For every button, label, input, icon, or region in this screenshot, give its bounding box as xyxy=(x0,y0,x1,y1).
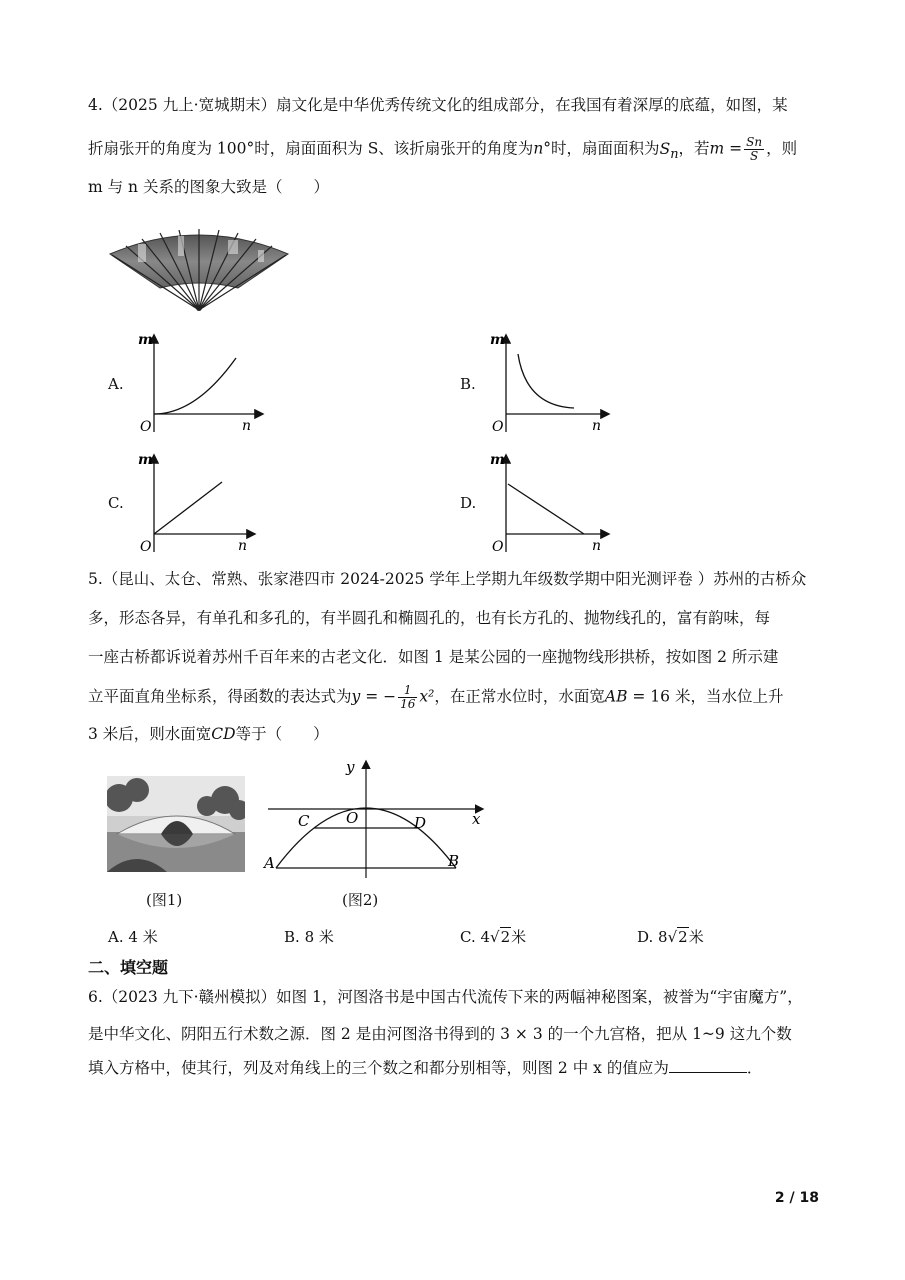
q5-option-c-key: C. xyxy=(460,928,476,946)
graph-a-origin: O xyxy=(140,419,152,435)
q6-line-1: 6.（2023 九下·赣州模拟）如图 1，河图洛书是中国古代流传下来的两幅神秘图案，被誉为“宇宙魔方”， xyxy=(88,988,803,1006)
q5-option-d-unit: 米 xyxy=(688,928,704,946)
q5-line-5-text-b: 等于（ ） xyxy=(235,725,329,743)
q5-line-4 xyxy=(88,684,828,711)
q4-line-2-text-d: ，则 xyxy=(766,139,798,158)
q5-option-c[interactable] xyxy=(460,926,526,947)
q5-var-cd: CD xyxy=(211,725,236,743)
q5-option-c-sqrt: √2 xyxy=(490,928,511,946)
section-title-fill-in: 二、填空题 xyxy=(88,958,169,977)
q4-var-sn-sub: n xyxy=(670,146,679,162)
q5-line-4-text-c: = 16 米，当水位上升 xyxy=(627,687,784,706)
q5-line-4-text-b: ，在正常水位时，水面宽 xyxy=(434,687,605,706)
q4-line-2-text-c: ，若 xyxy=(678,139,710,158)
q5-line-5 xyxy=(88,724,828,744)
parabola-coordinate-diagram xyxy=(262,758,488,880)
q6-line-2: 是中华文化、阴阳五行术数之源．图 2 是由河图洛书得到的 3 × 3 的一个九宫格，把从 1~9 这九个数 xyxy=(88,1025,792,1043)
graph-a-axis-m: m xyxy=(138,332,153,348)
graph-a-axis-n: n xyxy=(242,418,252,434)
fig2-label-d: D xyxy=(414,814,427,832)
arch-bridge-photo xyxy=(107,776,245,872)
q4-fraction xyxy=(744,136,764,163)
graph-b-origin: O xyxy=(492,419,504,435)
q5-var-ab: AB xyxy=(604,687,628,706)
q4-line-1: 4.（2025 九上·宽城期末）扇文化是中华优秀传统文化的组成部分，在我国有着深厚的底蕴，如图，某 xyxy=(88,96,788,114)
q5-option-d-key: D. xyxy=(637,928,654,946)
q5-option-a-text: 4 米 xyxy=(128,928,158,946)
graph-b-axis-m: m xyxy=(490,332,505,348)
q5-option-c-rad: 2 xyxy=(500,928,511,946)
q4-frac-num: Sn xyxy=(746,135,763,149)
q5-var-y: y = − xyxy=(351,687,397,706)
q5-frac-den: 16 xyxy=(400,697,416,711)
fig2-label-o: O xyxy=(346,809,359,827)
q5-var-x2: x² xyxy=(419,687,435,706)
q4-line-2-text-a: 折扇张开的角度为 100°时，扇面面积为 S、该折扇张开的角度为 xyxy=(88,139,534,158)
q5-line-5-text-a: 3 米后，则水面宽 xyxy=(88,725,212,743)
q5-option-a[interactable] xyxy=(108,926,158,947)
graph-d-origin: O xyxy=(492,539,504,555)
q5-option-b[interactable] xyxy=(284,926,334,947)
q5-option-c-unit: 米 xyxy=(511,928,527,946)
q5-option-a-key: A. xyxy=(108,928,124,946)
graph-d[interactable] xyxy=(488,448,618,556)
q6-line-3-end: ． xyxy=(746,1059,763,1077)
fig2-caption: (图2) xyxy=(342,891,379,909)
q5-line-3: 一座古桥都诉说着苏州千百年来的古老文化．如图 1 是某公园的一座抛物线形拱桥，按如图 2 所示建 xyxy=(88,648,779,666)
graph-c[interactable] xyxy=(136,448,266,556)
folding-fan-image xyxy=(108,222,290,314)
graph-b[interactable] xyxy=(488,328,618,436)
q4-var-n: n xyxy=(533,139,544,158)
graph-a[interactable] xyxy=(136,328,266,436)
q5-option-d-sqrt: √2 xyxy=(667,928,688,946)
graph-d-axis-n: n xyxy=(592,538,602,554)
q4-var-sn xyxy=(659,139,679,162)
fig2-label-c: C xyxy=(298,812,310,830)
graph-b-axis-n: n xyxy=(592,418,602,434)
q6-line-3 xyxy=(88,1058,828,1078)
q4-var-m: m = xyxy=(709,139,743,158)
q4-line-3: m 与 n 关系的图象大致是（ ） xyxy=(88,178,329,196)
graph-c-axis-m: m xyxy=(138,452,153,468)
choice-b-label[interactable]: B. xyxy=(460,375,476,393)
fig2-label-b: B xyxy=(448,852,460,870)
q6-line-3-text: 填入方格中，使其行，列及对角线上的三个数之和都分别相等，则图 2 中 x 的值应为 xyxy=(88,1059,669,1077)
q5-fraction xyxy=(398,684,417,711)
q4-line-2 xyxy=(88,136,828,165)
q5-option-c-coef: 4 xyxy=(480,928,491,946)
q5-line-1: 5.（昆山、太仓、常熟、张家港四市 2024-2025 学年上学期九年级数学期中阳光测评卷 ）苏州的古桥众 xyxy=(88,570,807,588)
q5-option-d[interactable] xyxy=(637,926,704,947)
fig2-label-a: A xyxy=(264,854,275,872)
fig1-caption: (图1) xyxy=(146,891,183,909)
choice-d-label[interactable]: D. xyxy=(460,494,477,512)
q6-answer-blank[interactable] xyxy=(669,1058,747,1073)
q5-option-d-rad: 2 xyxy=(678,928,688,946)
q5-line-2: 多，形态各异，有单孔和多孔的，有半圆孔和椭圆孔的，也有长方孔的、抛物线孔的，富有韵味，每 xyxy=(88,609,771,627)
q5-option-b-text: 8 米 xyxy=(304,928,334,946)
graph-c-origin: O xyxy=(140,539,152,555)
q5-line-4-text-a: 立平面直角坐标系，得函数的表达式为 xyxy=(88,687,352,706)
q5-option-d-coef: 8 xyxy=(658,928,668,946)
page-number: 2 / 18 xyxy=(774,1190,819,1206)
graph-c-axis-n: n xyxy=(238,538,248,554)
choice-a-label[interactable]: A. xyxy=(108,375,124,393)
q5-option-b-key: B. xyxy=(284,928,300,946)
fig2-label-y: y xyxy=(346,758,355,776)
choice-c-label[interactable]: C. xyxy=(108,494,124,512)
q4-frac-den: S xyxy=(750,149,759,163)
q5-frac-num: 1 xyxy=(398,684,417,698)
graph-d-axis-m: m xyxy=(490,452,505,468)
fig2-label-x: x xyxy=(472,810,481,828)
q4-line-2-text-b: °时，扇面面积为 xyxy=(543,139,660,158)
q4-var-sn-base: S xyxy=(659,139,671,158)
